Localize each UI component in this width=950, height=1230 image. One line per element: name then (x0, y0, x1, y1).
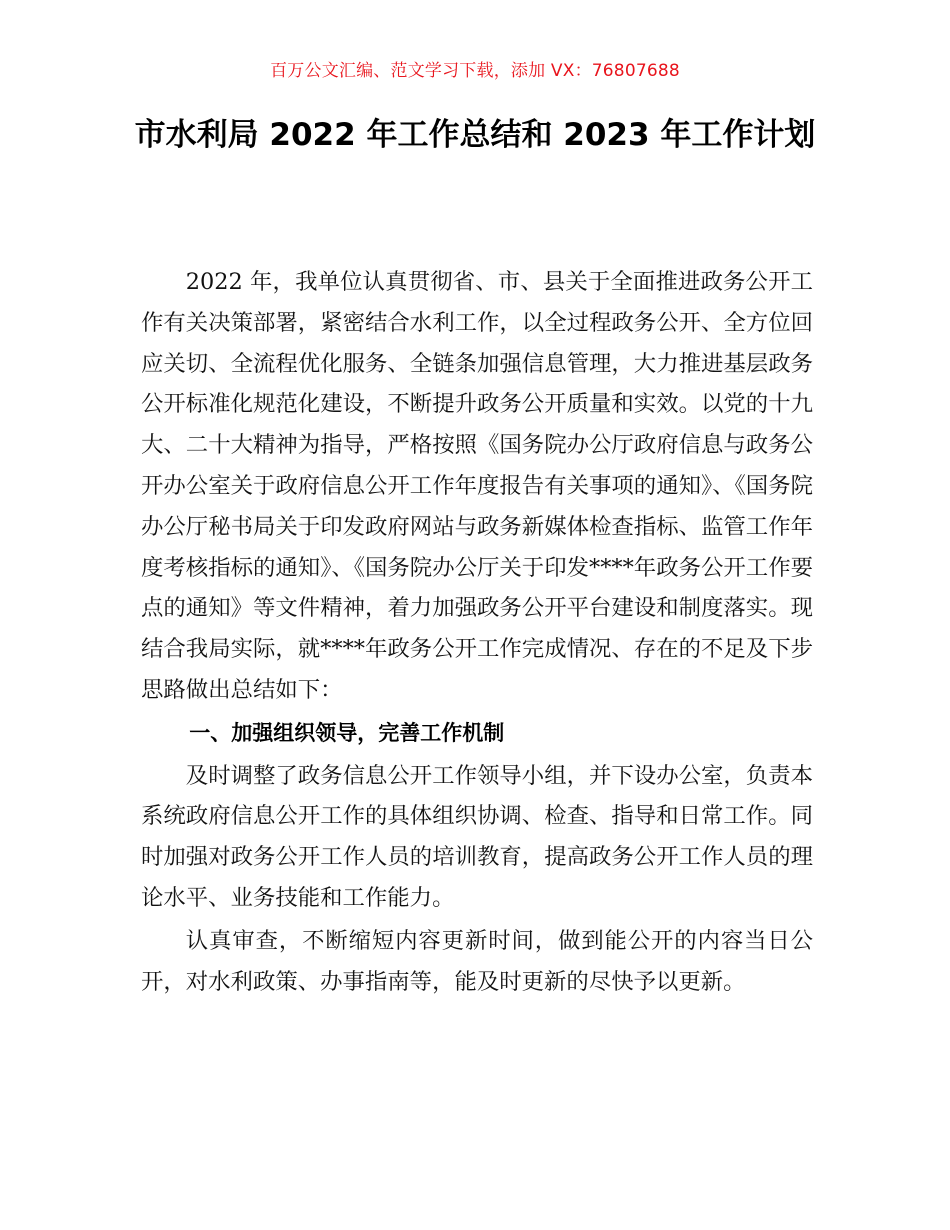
section-heading-1: 一、加强组织领导，完善工作机制 (189, 720, 505, 745)
section-1-paragraph: 及时调整了政务信息公开工作领导小组，并下设办公室，负责本系统政府信息公开工作的具体组织协调、检查、指导和日常工作。同时加强对政务公开工作人员的培训教育，提高政务公开工作人员的理论水平、业务技能和工作能力。 (141, 762, 813, 911)
document-title: 市水利局 2022 年工作总结和 2023 年工作计划 (134, 117, 816, 153)
section-1-paragraph: 认真审查，不断缩短内容更新时间，做到能公开的内容当日公开，对水利政策、办事指南等，能及时更新的尽快予以更新。 (141, 927, 813, 995)
watermark-banner: 百万公文汇编、范文学习下载，添加 VX：76807688 (270, 61, 680, 81)
document-body (141, 262, 813, 1002)
intro-paragraph: 2022 年，我单位认真贯彻省、市、县关于全面推进政务公开工作有关决策部署，紧密结合水利工作，以全过程政务公开、全方位回应关切、全流程优化服务、全链条加强信息管理，大力推进基层政务公开标准化规范化建设，不断提升政务公开质量和实效。以党的十九大、二十大精神为指导，严格按照《国务院办公厅政府信息与政务公开办公室关于政府信息公开工作年度报告有关事项的通知》、《国务院办公厅秘书局关于印发政府网站与政务新媒体检查指标、监管工作年度考核指标的通知》、《国务院办公厅关于印发****年政务公开工作要点的通知》等文件精神，着力加强政务公开平台建设和制度落实。现结合我局实际，就****年政务公开工作完成情况、存在的不足及下步思路做出总结如下： (141, 269, 813, 703)
